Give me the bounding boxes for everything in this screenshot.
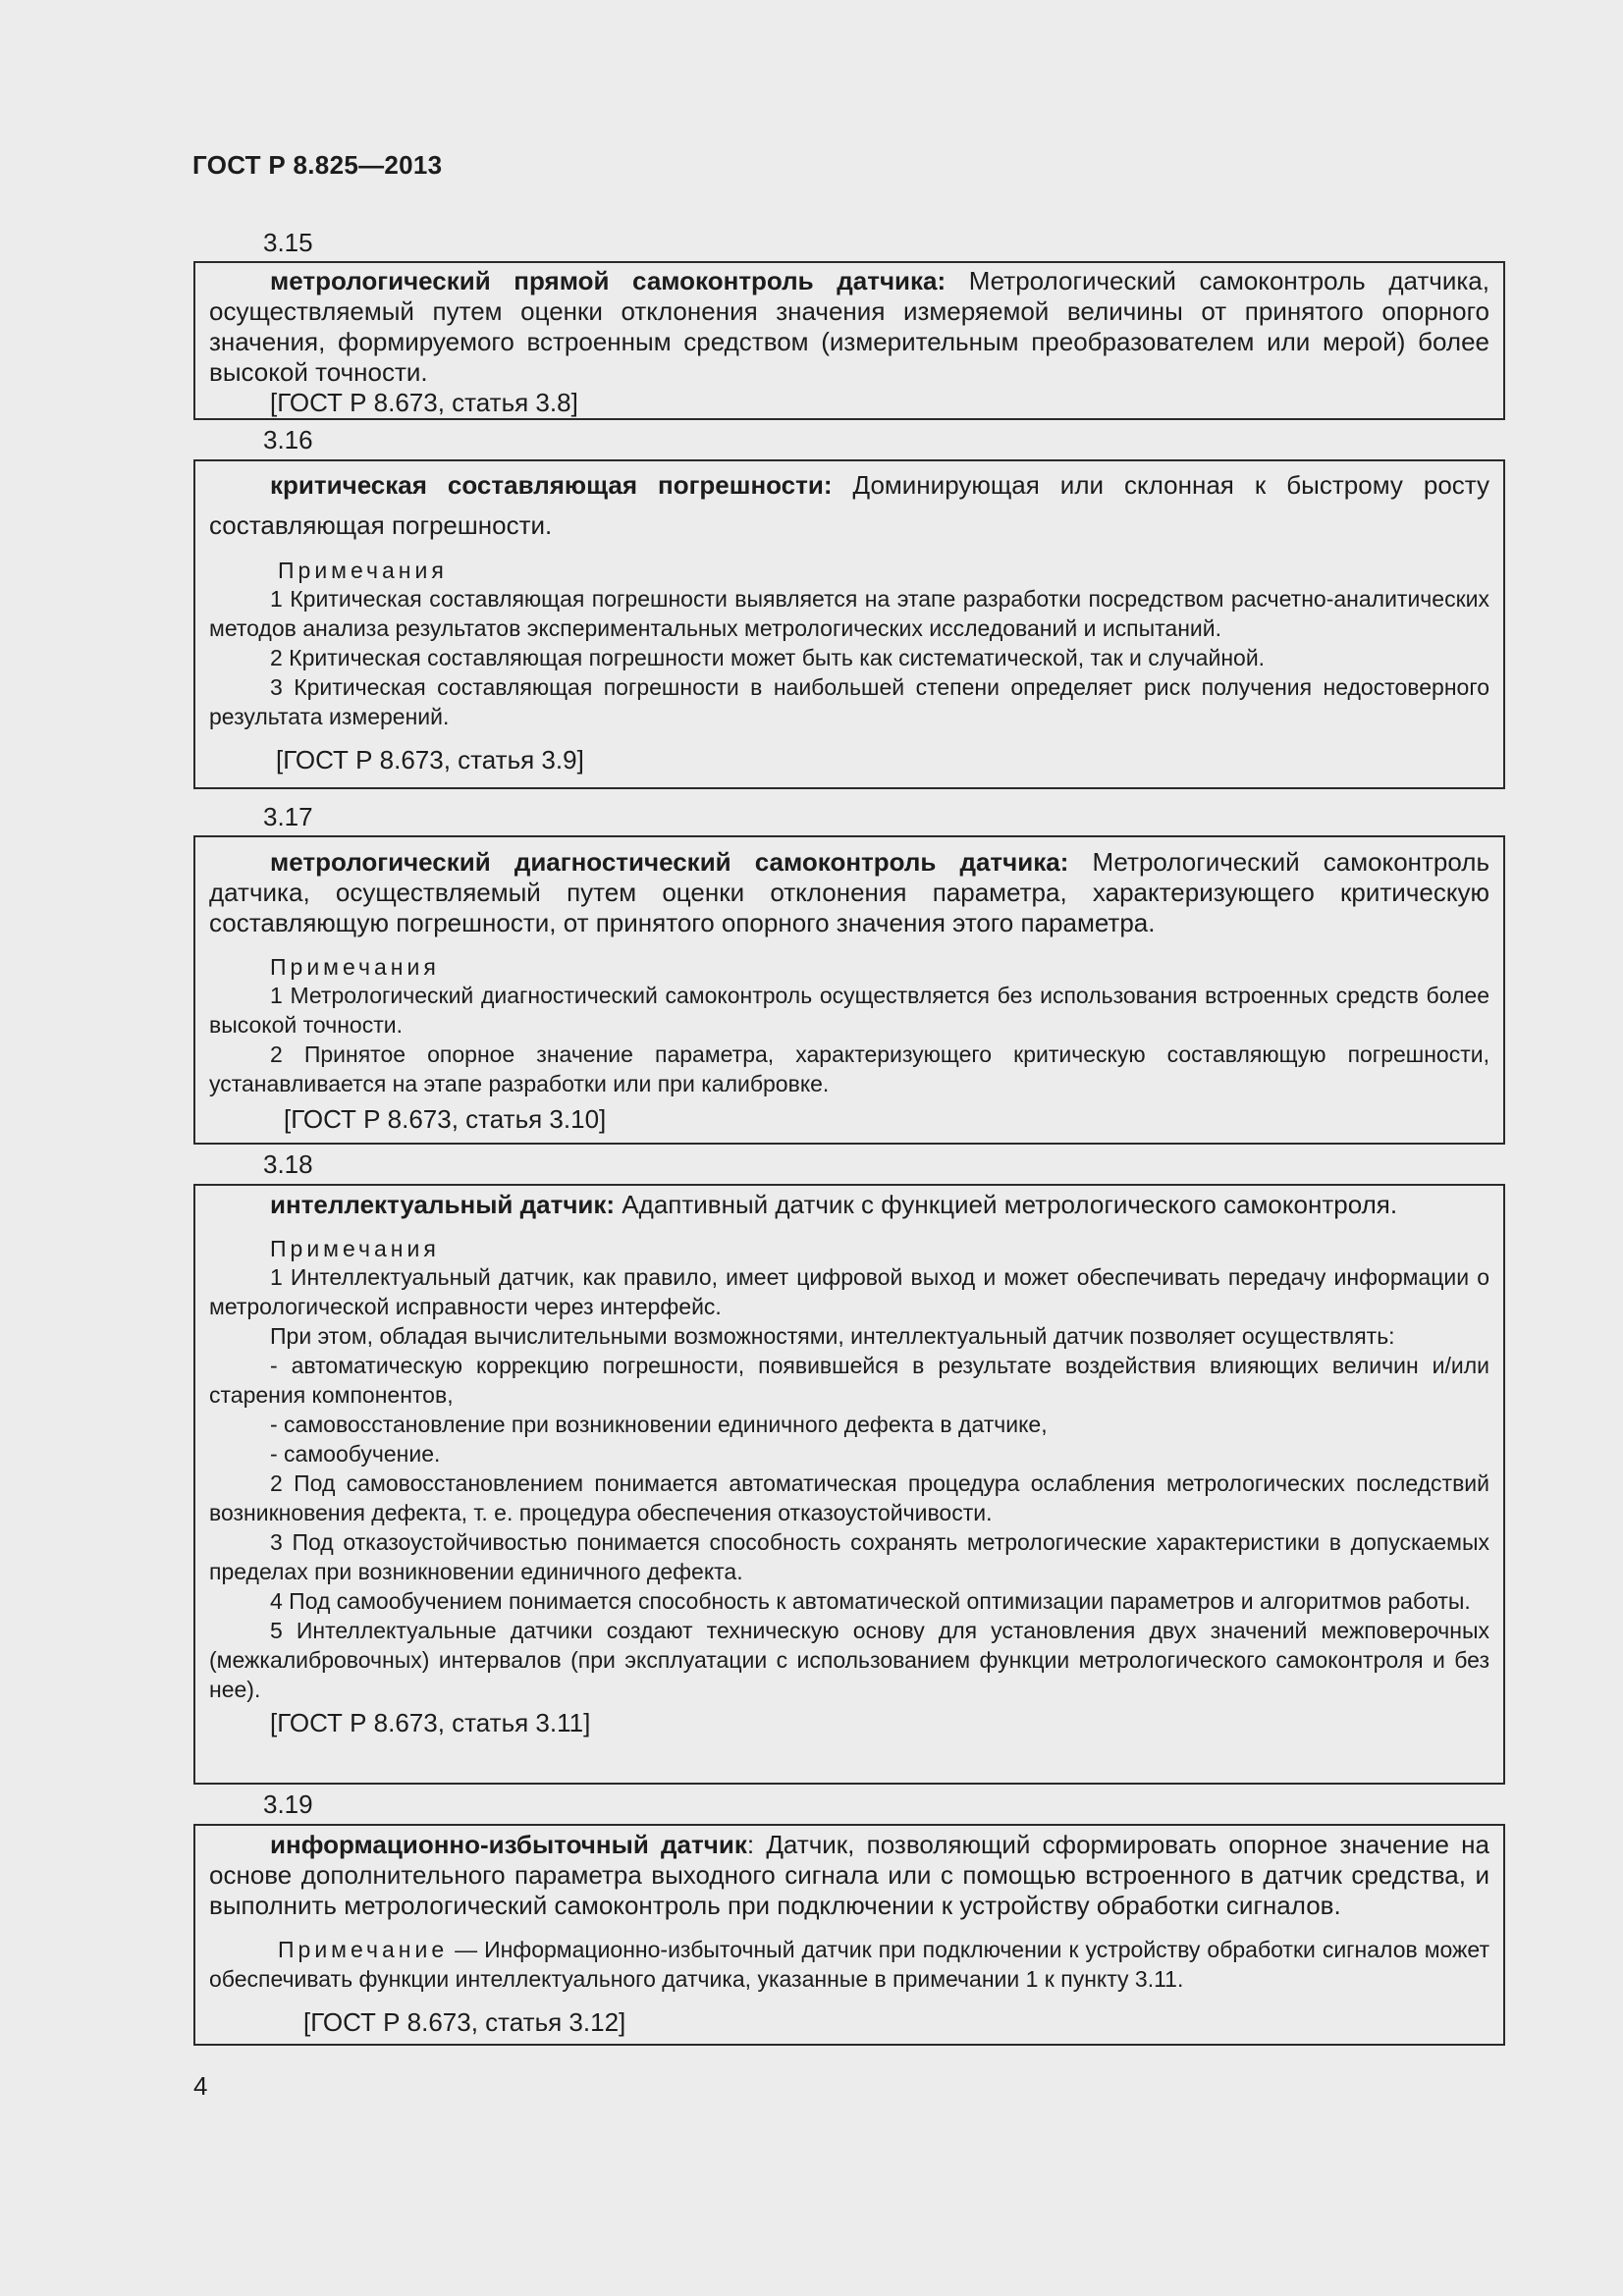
- notes-heading: Примечания: [270, 954, 440, 980]
- section-number-3-19: 3.19: [263, 1789, 313, 1819]
- note-item: При этом, обладая вычислительными возможностями, интеллектуальный датчик позволяет осуществлять:: [270, 1323, 1395, 1349]
- notes-heading: Примечания: [278, 558, 448, 583]
- reference: [ГОСТ Р 8.673, статья 3.12]: [303, 2007, 626, 2037]
- definition-text: [209, 1190, 1489, 1220]
- reference: [ГОСТ Р 8.673, статья 3.11]: [270, 1708, 591, 1737]
- definition: Метрологический самоконтроль датчика, осуществляемый путем оценки отклонения значения измеряемой величины от принятого опорного значения, формируемого встроенным средством (измерительным преобразователем или мерой) более высокой точности.: [209, 266, 1489, 387]
- definition-box-3-19: [193, 1824, 1505, 2046]
- page-number: 4: [193, 2071, 208, 2101]
- note-item: 2 Критическая составляющая погрешности может быть как систематической, так и случайной.: [270, 645, 1266, 670]
- definition: Доминирующая или склонная к быстрому росту составляющая погрешности.: [209, 470, 1490, 540]
- note-item: 5 Интеллектуальные датчики создают техническую основу для установления двух значений межповерочных (межкалибровочных) интервалов (при эксплуатации с использованием функции метрологического самоконтроля и без нее).: [209, 1618, 1489, 1702]
- reference: [ГОСТ Р 8.673, статья 3.10]: [284, 1104, 607, 1134]
- note-item: 1 Критическая составляющая погрешности выявляется на этапе разработки посредством расчетно-аналитических методов анализа результатов экспериментальных метрологических исследований и испытаний.: [209, 586, 1489, 641]
- definition-box-3-15: [193, 261, 1505, 420]
- term: метрологический прямой самоконтроль датчика:: [270, 266, 947, 295]
- note-item: 1 Интеллектуальный датчик, как правило, имеет цифровой выход и может обеспечивать передачу информации о метрологической исправности через интерфейс.: [209, 1264, 1489, 1319]
- section-number-3-17: 3.17: [263, 802, 313, 831]
- section-number-3-16: 3.16: [263, 425, 313, 454]
- note-heading: Примечание: [278, 1937, 449, 1962]
- reference: [ГОСТ Р 8.673, статья 3.8]: [270, 388, 578, 417]
- notes-heading: Примечания: [270, 1236, 440, 1261]
- definition-box-3-18: [193, 1184, 1505, 1785]
- definition: Метрологический самоконтроль датчика, осуществляемый путем оценки отклонения параметра, характеризующего критическую составляющую погрешности, от принятого опорного значения этого параметра.: [209, 847, 1489, 937]
- section-number-3-15: 3.15: [263, 228, 313, 257]
- section-number-3-18: 3.18: [263, 1149, 313, 1179]
- definition: Адаптивный датчик с функцией метрологического самоконтроля.: [615, 1190, 1398, 1219]
- note-text: — Информационно-избыточный датчик при подключении к устройству обработки сигналов может обеспечивать функции интеллектуального датчика, указанные в примечании 1 к пункту 3.11.: [209, 1937, 1489, 1992]
- document-header: ГОСТ Р 8.825—2013: [192, 150, 443, 180]
- note-bullet: - самовосстановление при возникновении единичного дефекта в датчике,: [270, 1412, 1048, 1437]
- note-bullet: - автоматическую коррекцию погрешности, появившейся в результате воздействия влияющих величин и/или старения компонентов,: [209, 1353, 1489, 1408]
- definition-box-3-16: [193, 459, 1505, 789]
- note-item: [209, 1935, 1489, 1994]
- reference: [ГОСТ Р 8.673, статья 3.9]: [276, 745, 584, 774]
- note-item: 2 Принятое опорное значение параметра, характеризующего критическую составляющую погрешности, устанавливается на этапе разработки или при калибровке.: [209, 1041, 1489, 1096]
- note-bullet: - самообучение.: [270, 1441, 441, 1467]
- note-item: 1 Метрологический диагностический самоконтроль осуществляется без использования встроенных средств более высокой точности.: [209, 983, 1489, 1038]
- definition-text: [209, 266, 1489, 388]
- term: критическая составляющая погрешности:: [270, 470, 833, 500]
- definition-text: [209, 847, 1489, 938]
- note-item: 4 Под самообучением понимается способность к автоматической оптимизации параметров и алгоритмов работы.: [270, 1588, 1471, 1614]
- definition: : Датчик, позволяющий сформировать опорное значение на основе дополнительного параметра выходного сигнала или с помощью встроенного в датчик средства, и выполнить метрологический самоконтроль при подключении к устройству обработки сигналов.: [209, 1830, 1489, 1920]
- note-item: 3 Под отказоустойчивостью понимается способность сохранять метрологические характеристики в допускаемых пределах при возникновении единичного дефекта.: [209, 1529, 1489, 1584]
- definition-text: [209, 465, 1489, 546]
- definition-box-3-17: [193, 835, 1505, 1145]
- note-item: 2 Под самовосстановлением понимается автоматическая процедура ослабления метрологических последствий возникновения дефекта, т. е. процедура обеспечения отказоустойчивости.: [209, 1470, 1489, 1525]
- note-item: 3 Критическая составляющая погрешности в наибольшей степени определяет риск получения недостоверного результата измерений.: [209, 674, 1489, 729]
- term: метрологический диагностический самоконтроль датчика:: [270, 847, 1069, 877]
- definition-text: [209, 1830, 1489, 1921]
- term: интеллектуальный датчик:: [270, 1190, 616, 1219]
- term: информационно-избыточный датчик: [270, 1830, 747, 1859]
